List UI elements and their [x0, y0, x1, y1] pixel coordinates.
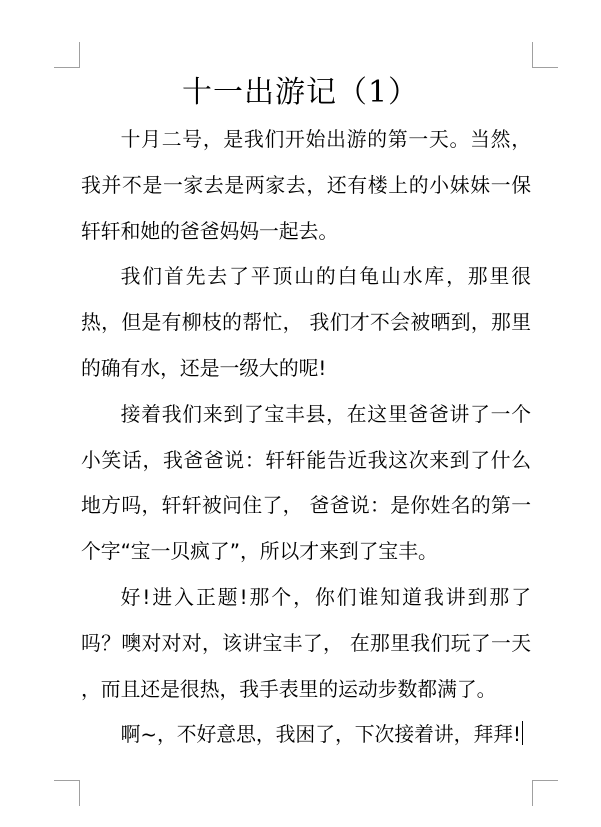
paragraph-2[interactable]: 我们首先去了平顶山的白龟山水库，那里很热，但是有柳枝的帮忙， 我们才不会被晒到，那里的确有水，还是一级大的呢! [81, 265, 531, 380]
paragraph-3[interactable]: 接着我们来到了宝丰县，在这里爸爸讲了一个小笑话，我爸爸说：轩轩能告近我这次来到了什么地方吗，轩轩被问住了， 爸爸说：是你姓名的第一个字“宝一贝疯了”，所以才来到了宝丰。 [81, 402, 531, 564]
crop-mark-bottom-right-vertical [532, 780, 533, 806]
crop-mark-bottom-left-vertical [79, 780, 80, 806]
crop-mark-top-right-horizontal [532, 67, 558, 68]
paragraph-4[interactable]: 好!进入正题!那个，你们谁知道我讲到那了吗？噢对对对，该讲宝丰了， 在那里我们玩了一天 ，而且还是很热，我手表里的运动步数都满了。 [81, 585, 531, 701]
text-cursor [522, 721, 524, 745]
document-body[interactable] [81, 117, 531, 758]
paragraph-1[interactable]: 十月二号，是我们开始出游的第一天。当然，我并不是一家去是两家去，还有楼上的小妹妹一保轩轩和她的爸爸妈妈一起去。 [81, 128, 531, 243]
crop-mark-top-right-vertical [532, 42, 533, 68]
document-title[interactable]: 十一出游记（1） [181, 75, 420, 110]
crop-mark-bottom-right-horizontal [532, 780, 558, 781]
crop-mark-bottom-left-horizontal [54, 780, 80, 781]
paragraph-5-text: 啊~，不好意思，我困了，下次接着讲，拜拜! [120, 723, 521, 747]
paragraph-5[interactable] [81, 712, 531, 758]
crop-mark-top-left-vertical [79, 42, 80, 68]
crop-mark-top-left-horizontal [54, 67, 80, 68]
